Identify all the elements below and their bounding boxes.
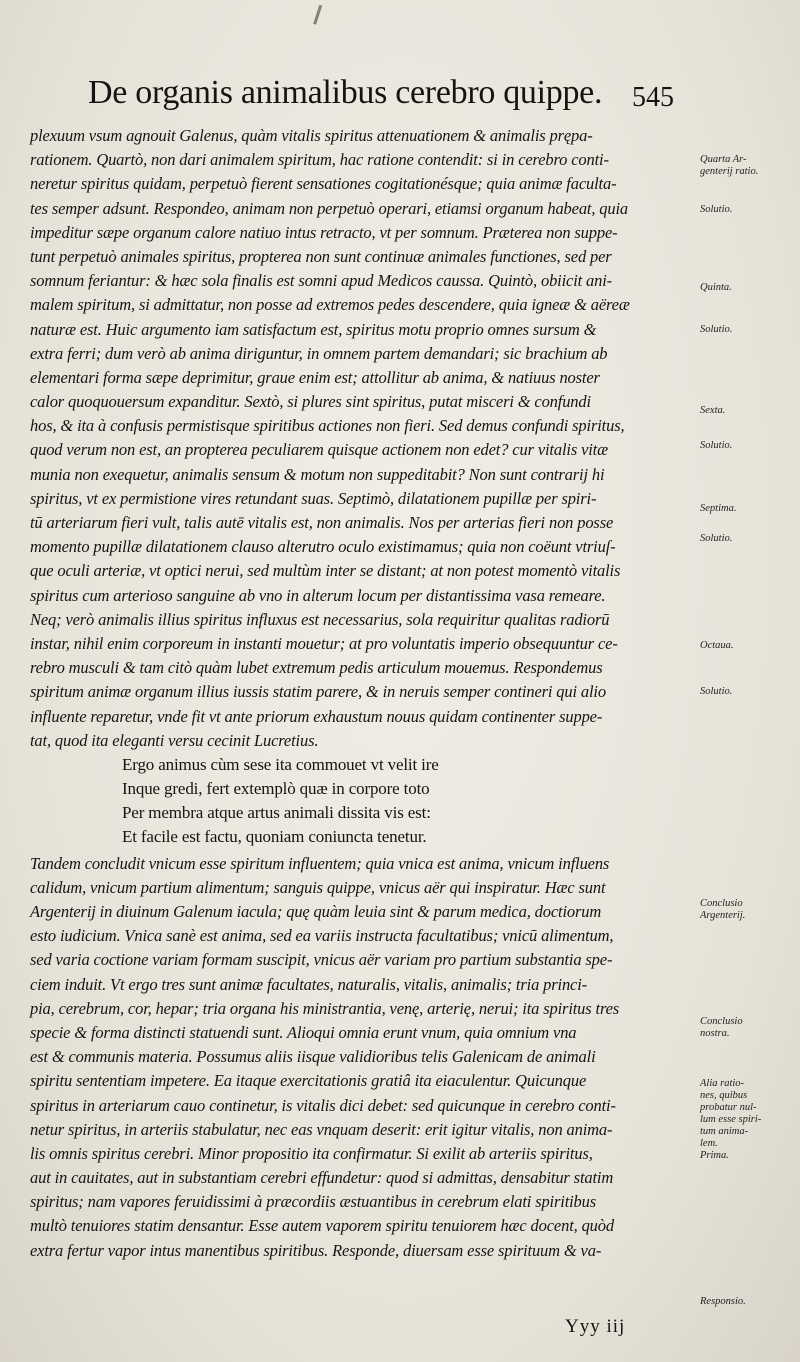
margin-note: Quarta Ar- genterij ratio.: [700, 154, 759, 177]
text-line: hos, & ita à confusis permistisque spiritibus actiones non fieri. Sed demus confundi spiritus,: [30, 416, 625, 436]
text-line: neretur spiritus quidam, perpetuò fierent sensationes cogitationésque; quia animæ faculta-: [30, 174, 617, 194]
margin-note: Conclusio nostra.: [700, 1016, 743, 1039]
margin-note: Solutio.: [700, 204, 733, 215]
signature-mark: Yyy iij: [565, 1316, 626, 1337]
text-line: sed varia coctione variam formam suscipit, vnicus aër variam pro partium substantia spe-: [30, 950, 613, 970]
verse-line: Per membra atque artus animali dissita vis est:: [122, 803, 431, 823]
text-line: rebro musculi & tam citò quàm lubet extremum pedis articulum mouemus. Respondemus: [30, 658, 603, 678]
text-line: spiritus cum arterioso sanguine ab vno in alterum locum per distantissima vasa remeare.: [30, 585, 606, 605]
text-line: spiritum animæ organum illius iussis statim parere, & in neruis semper contineri qui alio: [30, 682, 606, 702]
text-line: lis omnis spiritus cerebri. Minor propositio ita confirmatur. Si exilit ab arteriis spiritus,: [30, 1143, 593, 1163]
header-title: De organis animalibus cerebro quippe.: [88, 74, 603, 111]
text-line: extra ferri; dum verò ab anima diriguntur, in omnem partem demandari; sic brachium ab: [30, 343, 608, 363]
text-line: munia non exequetur, animalis sensum & motum non suppeditabit? Non sunt contrarij hi: [30, 464, 605, 484]
running-header: [88, 74, 688, 118]
text-line: aut in cauitates, aut in substantiam cerebri effundetur: quod si admittas, densabitur statim: [30, 1168, 614, 1188]
margin-note: Solutio.: [700, 533, 733, 544]
margin-note: Conclusio Argenterij.: [700, 898, 746, 921]
text-line: quod verum non est, an propterea peculiarem quisque actionem non edet? cur vitalis vitæ: [30, 440, 608, 460]
text-line: spiritus in arteriarum cauo continetur, is vitalis dici debet: sed quicunque in cerebro conti-: [30, 1095, 616, 1115]
text-line: influente reparetur, vnde fit vt ante priorum exhaustum nouus quidam continenter suppe-: [30, 706, 603, 726]
text-line: Tandem concludit vnicum esse spiritum influentem; quia vnica est anima, vnicum influens: [30, 853, 610, 873]
text-line: elementari forma sæpe deprimitur, graue enim est; attollitur ab anima, & natiuus noster: [30, 367, 600, 387]
main-text: [30, 124, 706, 1263]
page-number: 545: [632, 82, 674, 113]
text-line: rationem. Quartò, non dari animalem spiritum, hac ratione contendit: si in cerebro conti-: [30, 150, 609, 170]
margin-note: Solutio.: [700, 324, 733, 335]
text-line: spiritus; nam vapores feruidissimi à præcordiis æstuantibus in cerebrum elati spiritibus: [30, 1192, 597, 1212]
ink-mark: [313, 5, 330, 27]
margin-note: Responsio.: [700, 1296, 746, 1307]
text-line: netur spiritus, in arteriis stabulatur, nec eas vnquam deserit: erit igitur vitalis, non anima-: [30, 1119, 613, 1139]
text-line: tunt perpetuò animales spiritus, propterea non sunt continuæ animales functiones, sed per: [30, 246, 612, 266]
text-line: specie & forma distincti statuendi sunt. Alioqui omnia erunt vnum, quia omnium vna: [30, 1022, 577, 1042]
text-line: malem spiritum, si admittatur, non posse ad extremos pedes descendere, quia igneæ & aëreæ: [30, 295, 630, 315]
text-line: momento pupillæ dilatationem clauso alterutro oculo existimamus; quia non coëunt vtriuſ-: [30, 537, 616, 557]
text-line: tes semper adsunt. Respondeo, animam non perpetuò operari, etiamsi organum habeat, quia: [30, 198, 629, 218]
text-line: plexuum vsum agnouit Galenus, quàm vitalis spiritus attenuationem & animalis prępa-: [30, 126, 593, 145]
text-line: extra fertur vapor intus manentibus spiritibus. Responde, diuersam esse spirituum & va-: [30, 1240, 602, 1260]
text-line: somnum feriantur: & hæc sola finalis est somni apud Medicos caussa. Quintò, obiicit ani-: [30, 271, 613, 291]
text-line: impeditur sæpe organum calore natiuo intus retracto, vt per somnum. Præterea non suppe-: [30, 222, 618, 242]
text-line: naturæ est. Huic argumento iam satisfactum est, spiritus motu proprio omnes sursum &: [30, 319, 597, 339]
text-line: multò tenuiores statim densantur. Esse autem vaporem spiritu tenuiorem hæc docent, quòd: [30, 1216, 614, 1236]
margin-note: Solutio.: [700, 440, 733, 451]
text-line: tū arteriarum fieri vult, talis autē vitalis est, non animalis. Nos per arterias fieri non posse: [30, 513, 614, 532]
text-line: Argenterij in diuinum Galenum iacula; quę quàm leuia sint & parum medica, doctiorum: [30, 902, 602, 921]
margin-note: Solutio.: [700, 686, 733, 697]
text-line: est & communis materia. Possumus aliis iisque validioribus telis Galenicam de animali: [30, 1047, 596, 1067]
text-line: ciem induit. Vt ergo tres sunt animæ facultates, naturalis, vitalis, animalis; tria princi-: [30, 974, 587, 994]
margin-note: Septima.: [700, 503, 737, 514]
margin-note: Sexta.: [700, 405, 726, 416]
text-line: que oculi arteriæ, vt optici nerui, sed multùm inter se distant; at non potest momentò vitalis: [30, 561, 621, 581]
verse-line: Ergo animus cùm sese ita commouet vt velit ire: [122, 754, 439, 774]
margin-note: Octaua.: [700, 640, 734, 651]
text-line: tat, quod ita eleganti versu cecinit Lucretius.: [30, 730, 319, 750]
text-line: spiritu sententiam impetere. Ea itaque exercitationis gratiâ ita eiaculentur. Quicunque: [30, 1071, 587, 1091]
verse-line: Inque gredi, fert extemplò quæ in corpore toto: [122, 779, 430, 799]
text-line: pia, cerebrum, cor, hepar; tria organa his ministrantia, venę, arterię, nerui; ita spiritus tres: [30, 998, 620, 1018]
text-line: Neq; verò animalis illius spiritus influxus est necessarius, sola requiritur qualitas radiorū: [30, 609, 610, 629]
text-line: calor quoquouersum expanditur. Sextò, si plures sint spiritus, putat misceri & confundi: [30, 392, 591, 412]
text-line: instar, nihil enim corporeum in instanti mouetur; at pro voluntatis imperio obsequuntur ce-: [30, 633, 618, 653]
verse-line: Et facile est factu, quoniam coniuncta tenetur.: [122, 827, 427, 847]
margin-note: Quinta.: [700, 282, 732, 293]
text-line: esto iudicium. Vnica sanè est anima, sed ea variis instructa facultatibus; vnicū alimentum,: [30, 926, 614, 946]
text-line: calidum, vnicum partium alimentum; sanguis quippe, vnicus aër qui inspiratur. Hæc sunt: [30, 877, 606, 897]
margin-note: Alia ratio- nes, quibus probatur nul- lum esse spiri- tum anima- lem. Prima.: [700, 1078, 762, 1161]
text-line: spiritus, vt ex permistione vires retundant suas. Septimò, dilatationem pupillæ per spiri-: [30, 488, 597, 508]
